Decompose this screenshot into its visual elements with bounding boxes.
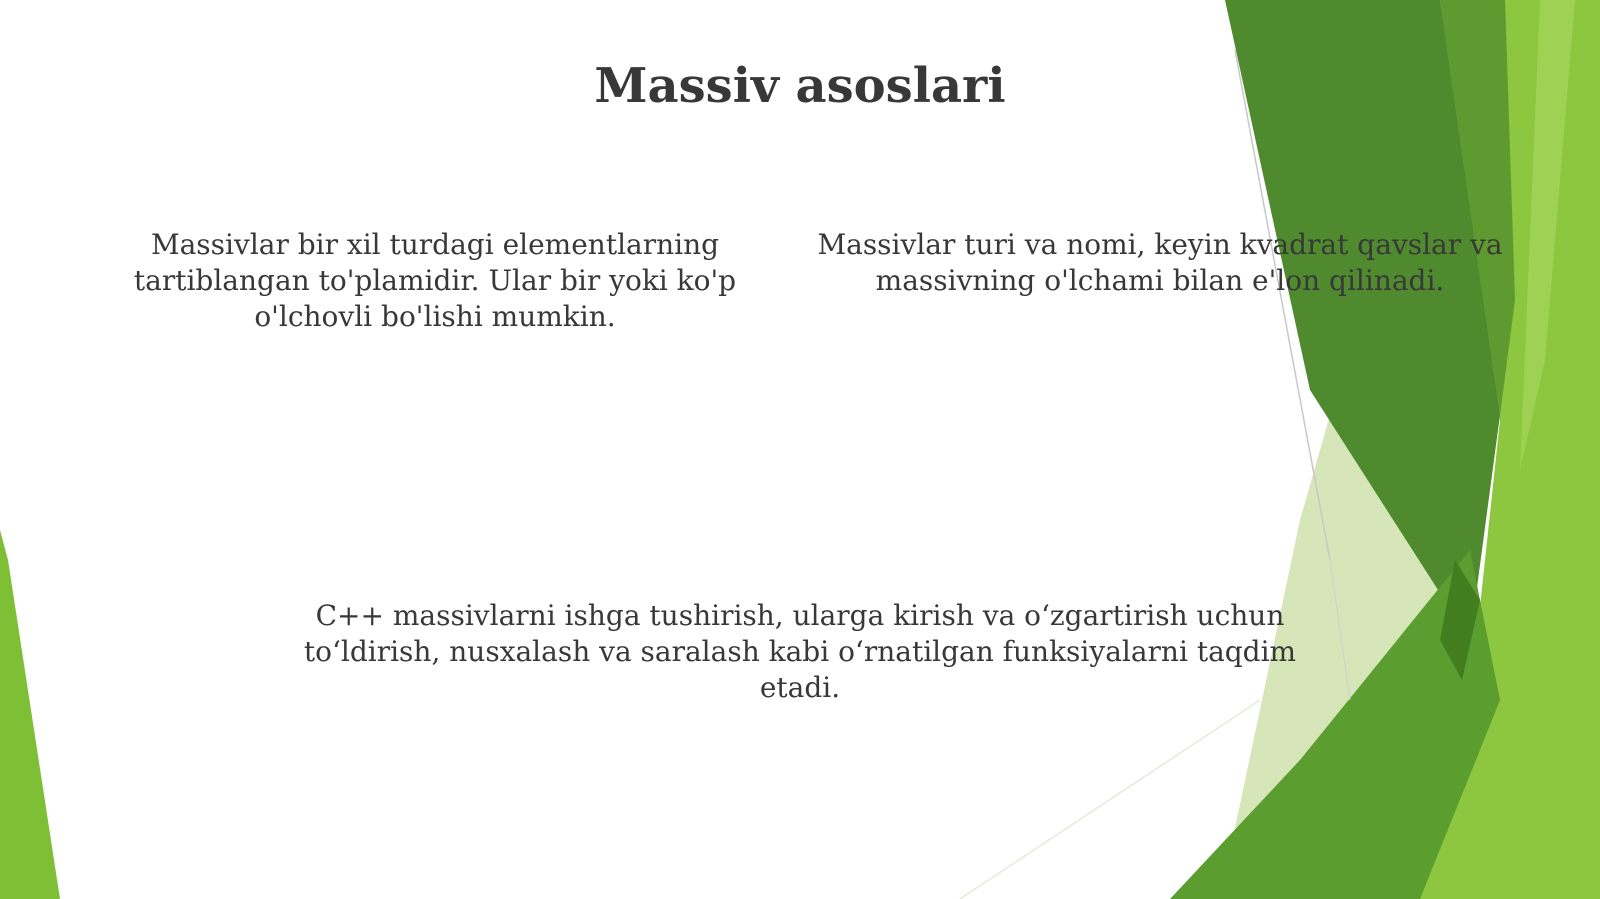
text-block-arrays-definition: Massivlar bir xil turdagi elementlarning tartiblangan to'plamidir. Ular bir yoki ko'p o'lchovli bo'lishi mumkin.: [133, 228, 737, 333]
text-block-cpp-functions: C++ massivlarni ishga tushirish, ularga kirish va oʻzgartirish uchun toʻldirish, nusxalash va saralash kabi oʻrnatilgan funksiyalarni taqdim etadi.: [303, 599, 1297, 704]
slide-title: Massiv asoslari: [594, 58, 1006, 114]
text-block-arrays-declaration: Massivlar turi va nomi, keyin kvadrat qavslar va massivning o'lchami bilan e'lon qilinadi.: [817, 228, 1503, 297]
left-green-sliver: [0, 530, 60, 899]
